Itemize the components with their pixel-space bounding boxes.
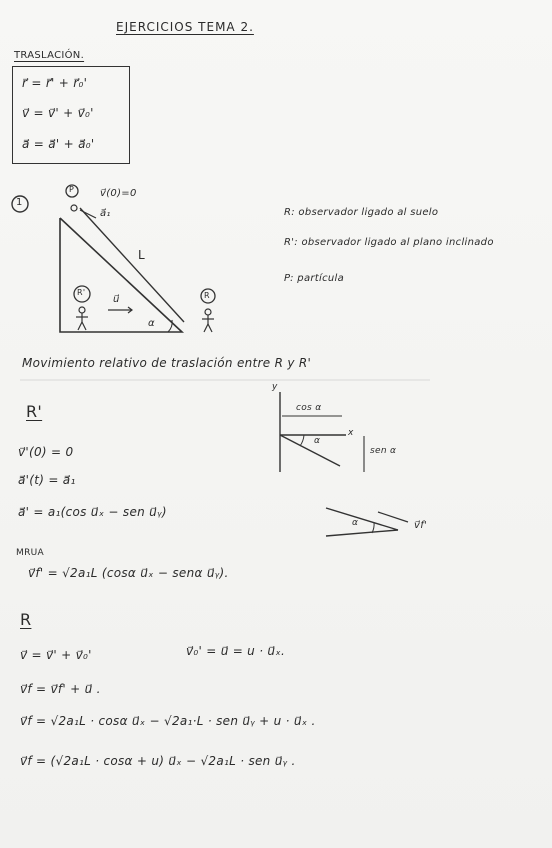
page-title: EJERCICIOS TEMA 2. — [116, 20, 254, 34]
small-vf-arrow — [378, 512, 408, 522]
r-heading: R — [20, 610, 32, 629]
r-prime-line-4: v⃗f' = √2a₁L (cosα u⃗ₓ − senα u⃗ᵧ). — [28, 566, 229, 580]
label-p: P — [69, 185, 75, 194]
axis-angle-label: α — [314, 436, 321, 446]
r-head — [205, 309, 211, 315]
label-r: R — [204, 291, 210, 300]
r-prime-line-1: v⃗'(0) = 0 — [18, 445, 74, 459]
formula-acceleration: a⃗ = a⃗' + a⃗₀' — [22, 137, 95, 151]
r-prime-line-3: a⃗' = a₁(cos u⃗ₓ − sen u⃗ᵧ) — [18, 505, 167, 519]
traslacion-heading: TRASLACIÓN. — [14, 50, 85, 61]
small-incline-base — [326, 530, 398, 536]
label-accel: a⃗₁ — [100, 208, 111, 219]
problem-number: 1 — [16, 197, 23, 208]
small-angle-label: α — [352, 518, 359, 528]
formula-position: r⃗ = r⃗' + r⃗₀' — [22, 76, 88, 90]
section-title: Movimiento relativo de traslación entre R y R' — [22, 356, 312, 370]
axis-y-label: y — [272, 382, 278, 392]
r-prime-head — [79, 307, 85, 313]
label-length: L — [138, 248, 145, 262]
particle-dot — [71, 205, 77, 211]
r-prime-heading: R' — [26, 402, 43, 421]
label-u: u⃗ — [113, 294, 120, 305]
axis-x-label: x — [348, 428, 354, 438]
axis-cos-label: cos α — [296, 403, 322, 413]
label-initial-velocity: v⃗(0)=0 — [100, 188, 137, 199]
formula-velocity: v⃗ = v⃗' + v⃗₀' — [22, 106, 94, 120]
legend-r-prime: R': observador ligado al plano inclinado — [284, 237, 494, 248]
r-line-1b: v⃗₀' = u⃗ = u · u⃗ₓ. — [186, 644, 286, 658]
r-line-2: v⃗f = v⃗f' + u⃗ . — [20, 682, 101, 696]
small-vf-label: v⃗f' — [414, 520, 428, 531]
r-line-3: v⃗f = √2a₁L · cosα u⃗ₓ − √2a₁·L · sen u⃗ᵧ + u · u⃗ₓ . — [20, 714, 316, 728]
label-r-prime: R' — [77, 288, 86, 297]
axis-sen-label: sen α — [370, 446, 397, 456]
r-prime-line-2: a⃗'(t) = a⃗₁ — [18, 473, 76, 487]
length-line — [80, 208, 184, 322]
r-line-1: v⃗ = v⃗' + v⃗₀' — [20, 648, 92, 662]
small-incline-slope — [326, 508, 398, 530]
incline-triangle — [60, 218, 182, 332]
incline-vector — [280, 435, 340, 466]
r-line-4: v⃗f = (√2a₁L · cosα + u) u⃗ₓ − √2a₁L · sen u⃗ᵧ . — [20, 754, 296, 768]
label-alpha: α — [148, 318, 155, 329]
legend-p: P: partícula — [284, 273, 345, 284]
legend-r: R: observador ligado al suelo — [284, 207, 439, 218]
mrua-label: MRUA — [16, 548, 44, 558]
